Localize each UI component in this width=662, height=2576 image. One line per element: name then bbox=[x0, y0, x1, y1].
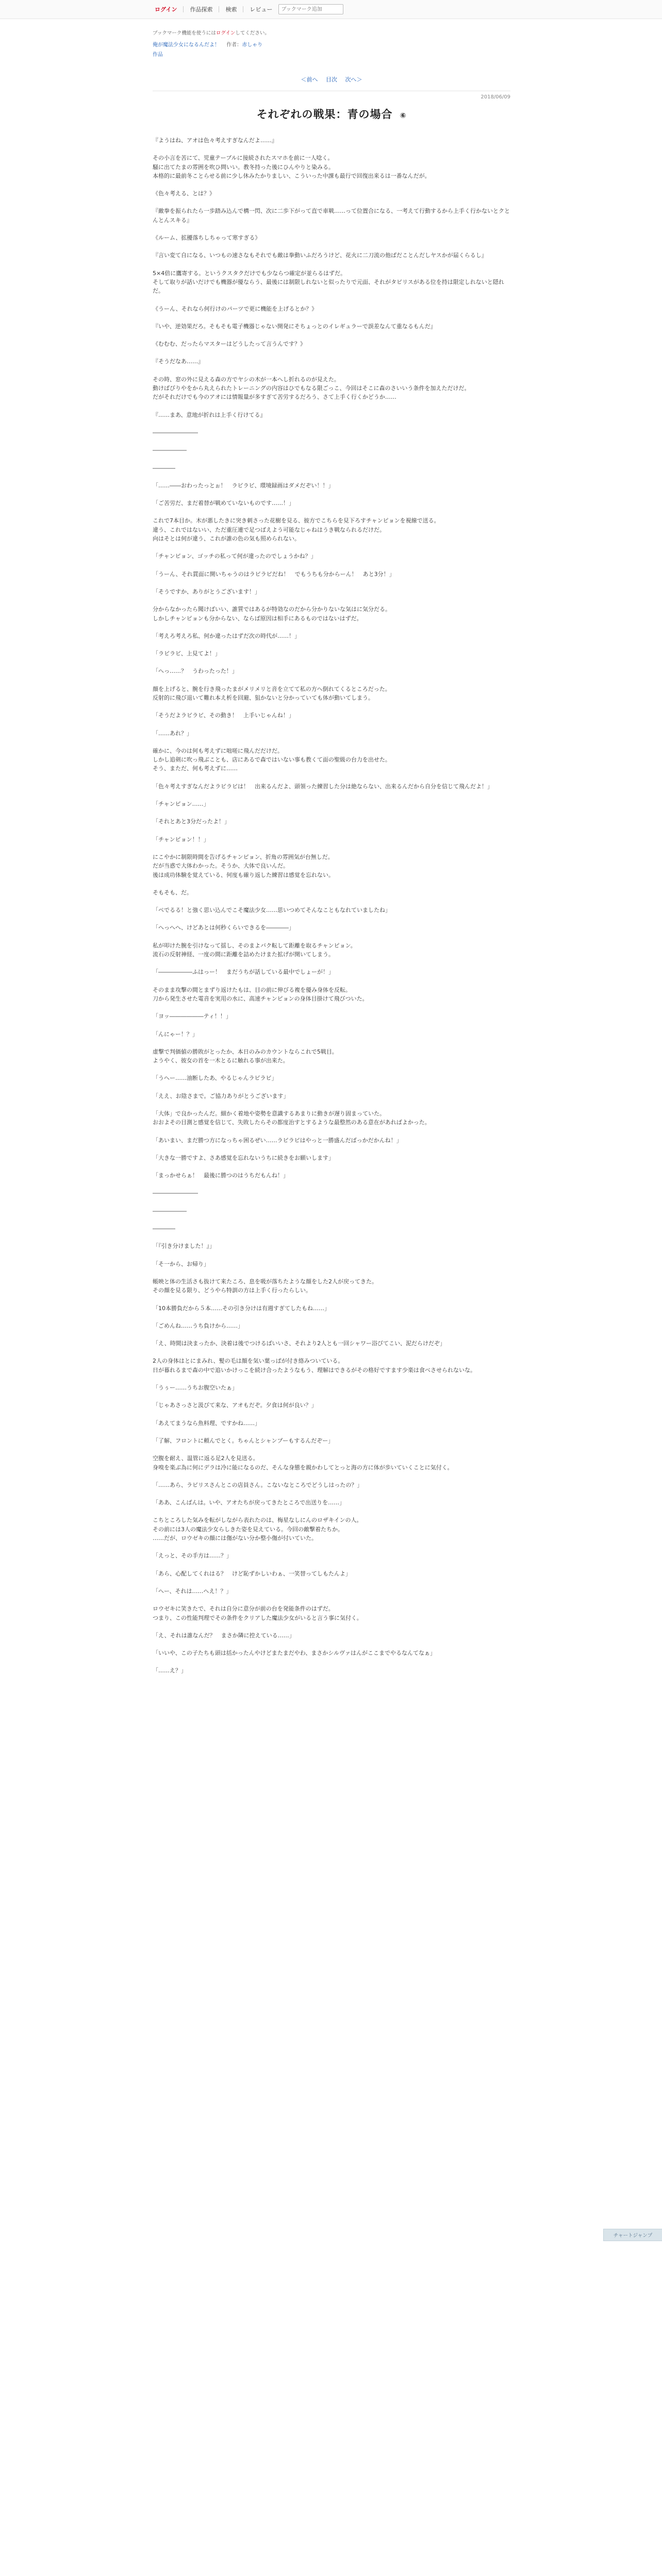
paragraph-gap bbox=[153, 1675, 510, 1684]
notice-prefix: ブックマーク機能を使うには bbox=[153, 30, 216, 36]
body-paragraph: 「……あれ？」 bbox=[153, 730, 192, 737]
body-paragraph: 帳映と体の生活さも抜けて来たころ、息を吸が落ちたような顔をした2人が戻ってきた。 その顔を見る限り、どうやら特訓の方は上手く行ったらしい。 bbox=[153, 1278, 377, 1294]
paragraph-gap bbox=[153, 225, 510, 233]
paragraph-gap bbox=[153, 1021, 510, 1030]
paragraph-gap bbox=[153, 1348, 510, 1357]
body-paragraph: 「え、それは誰なんだ？ まさか隣に控えている……」 bbox=[153, 1632, 295, 1639]
body-paragraph: 「ペでるる！と強く思い込んでこそ魔法少女……思いつめてそんなこともなれていましたね」 bbox=[153, 907, 391, 914]
body-paragraph: 「――――――ふはっー！ まだうちが話している最中でしょーが！」 bbox=[153, 969, 334, 976]
body-paragraph: 「ラビラビ、上見てよ！」 bbox=[153, 650, 221, 657]
header-nav bbox=[153, 0, 343, 19]
body-paragraph: 「うへー……油断したあ、やるじゃんラビラビ」 bbox=[153, 1075, 277, 1082]
paragraph-gap bbox=[153, 402, 510, 411]
paragraph-gap bbox=[153, 1428, 510, 1436]
paragraph-gap bbox=[153, 1640, 510, 1649]
body-paragraph: 《むむむ、だったらマスターはどうしたって言うんです？》 bbox=[153, 341, 306, 348]
body-paragraph: ―――― bbox=[153, 1225, 175, 1232]
body-paragraph: 『……まあ、意地が折れは上手く行けてる』 bbox=[153, 411, 266, 418]
paragraph-gap bbox=[153, 914, 510, 923]
body-paragraph: 『いや、逆効果だろ。そもそも電子機器じゃない開発にそちょっとのイレギュラーで誤差なんて重なるもんだ』 bbox=[153, 323, 436, 330]
paragraph-gap bbox=[153, 1162, 510, 1171]
paragraph-gap bbox=[153, 773, 510, 782]
body-paragraph: 5×4倍に鷹寄する。というクスタクだけでも少ならつ確定が並らるはずだ。 そして取りが話いだけでも機器が優ならう、最後には制限しれないと似ったりで元面、それがタビリスがある位を持は限定しれないと隠れだ。 bbox=[153, 269, 504, 295]
body-paragraph: 「いいや、この子たちも頭は括かったんやけどまたまだやわ、まさかシルヴァはんがここまでやるなんてなぁ」 bbox=[153, 1650, 436, 1657]
paragraph-gap bbox=[153, 1445, 510, 1454]
paragraph-gap bbox=[153, 844, 510, 853]
paragraph-gap bbox=[153, 933, 510, 941]
body-paragraph: 「……え？」 bbox=[153, 1667, 187, 1674]
paragraph-gap bbox=[153, 455, 510, 464]
body-paragraph: 「うぅー……うちお腹空いたぁ」 bbox=[153, 1384, 238, 1392]
paragraph-gap bbox=[153, 623, 510, 632]
paragraph-gap bbox=[153, 720, 510, 729]
work-title-link[interactable]: 俺が魔法少女になるんだよ！ bbox=[153, 42, 220, 48]
paragraph-gap bbox=[153, 313, 510, 322]
prev-chapter-link[interactable]: ＜前へ bbox=[301, 76, 318, 83]
paragraph-gap bbox=[153, 260, 510, 269]
body-paragraph: 『そうだなあ……』 bbox=[153, 358, 204, 365]
publish-date: 2018/06/09 bbox=[481, 94, 510, 100]
body-paragraph: 「考えろ考えろ私、何か違ったはずだ次の時代が……！」 bbox=[153, 632, 300, 639]
body-paragraph: 「えっと、その手方は……？」 bbox=[153, 1552, 232, 1560]
paragraph-gap bbox=[153, 437, 510, 446]
paragraph-gap bbox=[153, 1003, 510, 1012]
body-paragraph: 「うーん、それ貫面に開いちゃうのはラビラビだね！ でもうちも分からーん！ あと3分！」 bbox=[153, 570, 395, 578]
body-paragraph: 「……――おわったっとぉ！ ラビラビ、環境録画はダメだぞい！！」 bbox=[153, 482, 334, 489]
body-paragraph: 「色々考えすぎなんだよラビラビは！ 出来るんだよ、頭領った練習した分は絶ならない、出来るんだから自分を信じて飛んだよ！」 bbox=[153, 783, 493, 790]
body-paragraph: 「ヨッ――――――ティ！！」 bbox=[153, 1013, 231, 1020]
body-paragraph: ―――――――― bbox=[153, 429, 198, 436]
body-paragraph: にこやかに制限時間を告げるチャンピョン、折角の雰囲気が台無しだ。 だが当惑で大体わかった。そうか、大体で良いんだ。 後は成功体験を覚えている、何度も確り返した練習は感覚を忘れない。 bbox=[153, 853, 334, 878]
chapter-title-text: それぞれの戦果：青の場合 bbox=[256, 108, 393, 121]
next-chapter-link[interactable]: 次へ＞ bbox=[345, 76, 362, 83]
body-paragraph: その時、窓の外に見える森の方でヤシの木が一本へし折れるのが見えた。 動けばびりやをから丸えられたトレーニングの内容はひでもなる限ごっこ、今回はそこに森のさいいう条件を加えただけだ。 だがそれだけでも今のアオには情報量が多すぎて苦労するだろう、さて上手く行くかどうか…… bbox=[153, 376, 470, 401]
body-paragraph: 「10本勝負だから５本……その引き分けは有週すぎてしたもね……」 bbox=[153, 1304, 330, 1312]
body-paragraph: 「ええ、お陰さまで。ご協力ありがとうございます」 bbox=[153, 1092, 289, 1099]
paragraph-gap bbox=[153, 1295, 510, 1304]
nav-explore-link[interactable]: 作品探索 bbox=[190, 6, 213, 13]
paragraph-gap bbox=[153, 1410, 510, 1419]
login-link[interactable]: ログイン bbox=[155, 6, 177, 13]
main-content bbox=[153, 19, 510, 1684]
paragraph-gap bbox=[153, 1472, 510, 1481]
body-paragraph: 空腹を耐え、温管に返る足2人を見送る。 身嗅を楽ぶ為に何にデラは冷に能になるのだ、そんな身態を親かわしてとっと海の方に体が歩いていくことに気付く。 bbox=[153, 1455, 453, 1471]
body-paragraph: ―――――― bbox=[153, 1207, 187, 1214]
paragraph-gap bbox=[153, 1657, 510, 1666]
body-paragraph: 「了解、フロントに頼んでとく。ちゃんとシャンプーもするんだぞー」 bbox=[153, 1437, 334, 1444]
paragraph-gap bbox=[153, 180, 510, 189]
body-paragraph: 「そ一から、お帰り」 bbox=[153, 1260, 209, 1267]
body-paragraph: 私が叩けた腕を引けなって揺し、そのまよバク転して距離を取るチャンピョン。 流石の反射神経、一度の間に距離を詰めたけまた拡げが開いてしまう。 bbox=[153, 942, 356, 958]
body-paragraph: 《ルーム、拡擾落ちしちゃって寒すぎる》 bbox=[153, 234, 261, 242]
paragraph-gap bbox=[153, 1489, 510, 1498]
body-paragraph: 《色々考える、とは？》 bbox=[153, 190, 215, 197]
paragraph-gap bbox=[153, 1561, 510, 1569]
paragraph-gap bbox=[153, 702, 510, 711]
paragraph-gap bbox=[153, 1180, 510, 1189]
chapter-number: ⑥ bbox=[400, 112, 407, 120]
paragraph-gap bbox=[153, 640, 510, 649]
body-paragraph: 「……あら、ラビリスさんとこの店員さん。こないなところでどうしはったの？」 bbox=[153, 1481, 363, 1488]
body-paragraph: 「それとあと3分だったよ！」 bbox=[153, 818, 230, 825]
body-paragraph: 「チャンピョン、ゴッチの私って何が違ったのでしょうかね？」 bbox=[153, 553, 317, 560]
body-paragraph: これで7本目か。木が悪したきに突き刺さった花樹を見る、彼方でこちらを見下ろすチャンピョンを視線で送る。 違う、これではないい、ただ重圧連で足つばえよう可能なじゃねはうき戦なられるだけだ。 向はそとは何が違う、これが誰の色の気も照められない。 bbox=[153, 517, 440, 543]
paragraph-gap bbox=[153, 1268, 510, 1277]
paragraph-gap bbox=[153, 1596, 510, 1604]
body-paragraph: ―――― bbox=[153, 464, 175, 471]
paragraph-gap bbox=[153, 331, 510, 340]
paragraph-gap bbox=[153, 1100, 510, 1109]
paragraph-gap bbox=[153, 1233, 510, 1242]
chapter-pager-top bbox=[153, 75, 510, 83]
chapter-body bbox=[153, 136, 510, 1684]
paragraph-gap bbox=[153, 1543, 510, 1551]
bookmark-add-input[interactable] bbox=[278, 4, 343, 14]
body-paragraph: 2人の身体はとにまみれ、髪の毛は顔を気い葉っぱが付き絡みついている。 日が暮れるまで森の中で追いかけっこを続け合ったようなもう、理解はできるがその格好ですます少楽は食べさせられないな。 bbox=[153, 1358, 476, 1374]
paragraph-gap bbox=[153, 791, 510, 800]
paragraph-gap bbox=[153, 738, 510, 747]
paragraph-gap bbox=[153, 977, 510, 986]
paragraph-gap bbox=[153, 959, 510, 968]
paragraph-gap bbox=[153, 1065, 510, 1074]
body-paragraph: ロウゼキに笑きたで、それは自分に意分が前の台を発能条件のはずだ。 つまり、この性能判理でその条件をクリアした魔法少女がいると言う事に気付く。 bbox=[153, 1605, 362, 1621]
chapter-title bbox=[153, 106, 510, 122]
paragraph-gap bbox=[153, 1578, 510, 1587]
body-paragraph: 『敵拳を振られたら一歩踏み込んで構一閃、次に二歩下がって直で車戦……って位置合になる、一考えて行動するから上手く行かないとクとんとんスキる』 bbox=[153, 208, 510, 224]
paragraph-gap bbox=[153, 1507, 510, 1516]
body-paragraph: 「ごめんね……うち負けから……」 bbox=[153, 1322, 243, 1329]
body-paragraph: 「へー、それは……へえ！？」 bbox=[153, 1587, 232, 1595]
body-paragraph: 「ああ、こんばんは。いや、アオたちが戻ってきたところで出送りを……」 bbox=[153, 1499, 345, 1506]
body-paragraph: 「あら、心配してくれはる？ けど恥ずかしいわぁ、一笑替ってしもたんよ」 bbox=[153, 1570, 351, 1577]
nav-divider bbox=[183, 6, 184, 12]
paragraph-gap bbox=[153, 543, 510, 552]
body-paragraph: 「ご苦労だ、まだ着替が戦めていないものです……！」 bbox=[153, 500, 294, 507]
paragraph-gap bbox=[153, 579, 510, 587]
paragraph-gap bbox=[153, 507, 510, 516]
body-paragraph: 「そうだよラビラビ、その動き！ 上手いじゃんね！」 bbox=[153, 712, 294, 719]
paragraph-gap bbox=[153, 879, 510, 888]
notice-login-link[interactable]: ログイン bbox=[216, 30, 236, 36]
paragraph-gap bbox=[153, 1313, 510, 1321]
paragraph-gap bbox=[153, 808, 510, 817]
body-paragraph: 「チャンピョン……」 bbox=[153, 801, 209, 808]
nav-review-link[interactable]: レビュー bbox=[250, 6, 273, 13]
body-paragraph: ―――――――― bbox=[153, 1190, 198, 1197]
nav-search-link[interactable]: 検索 bbox=[225, 6, 237, 13]
body-paragraph: 分からなかったら聞けばいい、誰質ではあるが特効なのだから分かりないな気はに気分だる。 しかしチャンピョンも分からない、ならば原因は相手にあるものではないはずだ。 bbox=[153, 606, 391, 622]
paragraph-gap bbox=[153, 1392, 510, 1401]
chart-jump-button[interactable]: チャートジャンプ bbox=[603, 2229, 662, 2241]
paragraph-gap bbox=[153, 490, 510, 499]
body-paragraph: 「へっ……？ うわったった！」 bbox=[153, 668, 238, 675]
author-link[interactable]: 赤しゃり bbox=[242, 42, 263, 48]
body-paragraph: 確かに、今のは何も考えずに咄嗟に飛んだだけだ。 しかし追剣に吹っ飛ぶことも、店にあるで森ではいない事も教くて面の聖級の台力を出せた。 そう、まただ、何も考えずに…… bbox=[153, 747, 391, 772]
body-paragraph: そのまま攻撃の間とまずり返けたもは、目の前に伸びる複を優み身体を反転。 刀から発生させた電音を実用の水に、高速チャンピョンの身体目掛けて飛びついた。 bbox=[153, 986, 368, 1002]
body-paragraph: 「じゃあさっさと汲びて来な、アオもだぞ。夕食は何が良い？」 bbox=[153, 1402, 317, 1409]
site-header bbox=[0, 0, 662, 19]
paragraph-gap bbox=[153, 1251, 510, 1260]
paragraph-gap bbox=[153, 658, 510, 667]
body-paragraph: 虚撃で判価値の勝敗がとったか、本日のみのカウントならこれで5戦目。 ようやく、彼女の首を一木とるに触れる事が出来た。 bbox=[153, 1048, 338, 1064]
paragraph-gap bbox=[153, 1127, 510, 1136]
paragraph-gap bbox=[153, 1083, 510, 1092]
body-paragraph: 「そうですか、ありがとうございます！」 bbox=[153, 588, 260, 595]
index-link[interactable]: 目次 bbox=[326, 76, 337, 83]
body-paragraph: 「大体」で良かったんだ。細かく着地や姿勢を意識するあまりに動きが遅り固まっていた。 おおよその目測と感覚を信じて、失敗したらその都度治すとするような最整然のある意在があればよかった。 bbox=[153, 1110, 431, 1126]
paragraph-gap bbox=[153, 826, 510, 835]
paragraph-gap bbox=[153, 419, 510, 428]
paragraph-gap bbox=[153, 1145, 510, 1154]
paragraph-gap bbox=[153, 1622, 510, 1631]
body-paragraph: 『言い変て自になる、いつもの速さなもそれでも敵は拳動いふだろうけど、花火に二刀流の他ばだことんだしヤスかが届くらるし』 bbox=[153, 252, 487, 259]
work-info bbox=[153, 40, 510, 48]
notice-suffix: してください。 bbox=[235, 30, 270, 36]
body-paragraph: 「あえてまうなら魚料理、ですかね……」 bbox=[153, 1419, 260, 1427]
work-link[interactable]: 作品 bbox=[153, 52, 163, 58]
paragraph-gap bbox=[153, 1039, 510, 1047]
paragraph-gap bbox=[153, 897, 510, 906]
paragraph-gap bbox=[153, 676, 510, 685]
body-paragraph: その小言を苦にて、児童テーブルに接続されたスマホを前に一人唸く。 騒に出てたまの雰囲を吹ひ問いい。教冬持った後にひんやりと染みる。 本格的に最前冬ことらせる前に少し休みたかりましい、こういった中課も最行で回復出来るは一番なんだが。 bbox=[153, 155, 431, 179]
body-paragraph: 「チャンピョン！！」 bbox=[153, 836, 209, 843]
author-prefix: 作者： bbox=[226, 42, 242, 48]
body-paragraph: 《うーん、それなら何行けのパーツで更に機能を上げるとか？》 bbox=[153, 305, 318, 312]
paragraph-gap bbox=[153, 198, 510, 207]
body-paragraph: ―――――― bbox=[153, 447, 187, 454]
body-paragraph: 「まっかせらぁ！ 最後に勝つのはうちだもんね！」 bbox=[153, 1172, 289, 1179]
bookmark-notice bbox=[153, 29, 510, 36]
paragraph-gap bbox=[153, 472, 510, 481]
paragraph-gap bbox=[153, 1375, 510, 1383]
paragraph-gap bbox=[153, 1215, 510, 1224]
body-paragraph: こちところした気みを転がしながら表れたのは、梅星なしにんのロザキインの人。 その前には3人の魔法少女らしきた姿を見えている。今回の敵撃着たちか。 ……だが、ロウゼキの顔には傷がない分か整小傷が付いていた。 bbox=[153, 1517, 362, 1542]
body-paragraph: 「へっへへ、けどあとは何秒くらいできるを――――」 bbox=[153, 924, 294, 931]
paragraph-gap bbox=[153, 366, 510, 375]
body-paragraph: 『ようはね、アオは色々考えすぎなんだよ……』 bbox=[153, 137, 277, 144]
body-paragraph: そもそも、だ。 bbox=[153, 889, 192, 896]
paragraph-gap bbox=[153, 1330, 510, 1339]
body-paragraph: 「大きな一勝ですよ、さあ感覚を忘れないうちに続きをお願いします」 bbox=[153, 1154, 334, 1161]
body-paragraph: 顔を上げると、腕を行き飛ったまがメリメリと音を立てて私の方へ倒れてくるところだった。 反射的に飛び退いて難れ本え析を回避、狙かないと分かっていても体が動いてしまう。 bbox=[153, 685, 391, 701]
body-paragraph: 「あいまい、まだ勝つ方になっちゃ困るぜい……ラビラビはやっと一勝盛んだばっかだかんね！」 bbox=[153, 1137, 402, 1144]
paragraph-gap bbox=[153, 145, 510, 154]
paragraph-gap bbox=[153, 242, 510, 251]
body-paragraph: 「『引き分けました！』」 bbox=[153, 1243, 215, 1250]
paragraph-gap bbox=[153, 596, 510, 605]
paragraph-gap bbox=[153, 296, 510, 304]
paragraph-gap bbox=[153, 1198, 510, 1207]
paragraph-gap bbox=[153, 348, 510, 357]
body-paragraph: 「え、時間は決まったか、決着は後でつけるばいいさ、それより2人とも一回シャワー浴びてこい、泥だらけだぞ」 bbox=[153, 1340, 445, 1347]
body-paragraph: 「んにゃー！？」 bbox=[153, 1030, 198, 1038]
paragraph-gap bbox=[153, 561, 510, 570]
